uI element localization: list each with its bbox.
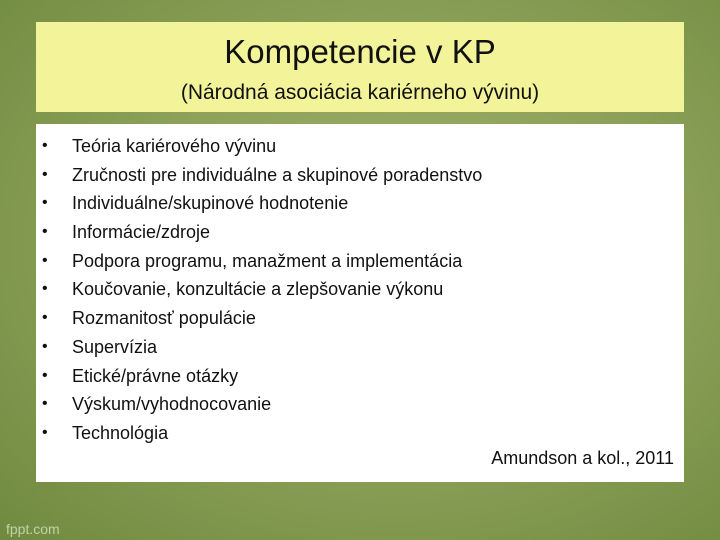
list-item — [36, 189, 676, 218]
bullet-icon: • — [42, 395, 48, 413]
list-item — [36, 333, 676, 362]
list-item — [36, 419, 676, 448]
list-item-text: Etické/právne otázky — [72, 365, 239, 386]
list-item-text: Supervízia — [72, 336, 158, 357]
competency-list — [36, 132, 676, 448]
bullet-icon: • — [42, 223, 48, 241]
slide-title: Kompetencie v KP — [224, 33, 496, 70]
slide-subtitle: (Národná asociácia kariérneho vývinu) — [180, 81, 540, 104]
list-item-text: Individuálne/skupinové hodnotenie — [72, 193, 349, 214]
list-item-text: Zručnosti pre individuálne a skupinové poradenstvo — [72, 164, 483, 185]
bullet-icon: • — [42, 165, 48, 183]
bullet-icon: • — [42, 366, 48, 384]
list-item — [36, 304, 676, 333]
list-item — [36, 390, 676, 419]
list-item — [36, 362, 676, 391]
bullet-icon: • — [42, 194, 48, 212]
bullet-icon: • — [42, 280, 48, 298]
list-item-text: Informácie/zdroje — [72, 222, 211, 243]
bullet-icon: • — [42, 251, 48, 269]
list-item — [36, 132, 676, 161]
content-box — [36, 124, 684, 482]
bullet-icon: • — [42, 337, 48, 355]
citation: Amundson a kol., 2011 — [491, 448, 674, 468]
list-item-text: Výskum/vyhodnocovanie — [72, 394, 272, 415]
list-item — [36, 247, 676, 276]
bullet-icon: • — [42, 137, 48, 154]
list-item-text: Teória kariérového vývinu — [72, 136, 277, 156]
list-item-text: Technológia — [72, 422, 169, 443]
watermark-logo: fppt.com — [6, 521, 60, 537]
list-item-text: Podpora programu, manažment a implementácia — [72, 250, 463, 271]
list-item-text: Rozmanitosť populácie — [72, 308, 256, 329]
list-item — [36, 161, 676, 190]
bullet-icon: • — [42, 423, 48, 441]
list-item — [36, 275, 676, 304]
list-item — [36, 218, 676, 247]
bullet-icon: • — [42, 309, 48, 327]
title-box — [36, 22, 684, 112]
list-item-text: Koučovanie, konzultácie a zlepšovanie výkonu — [72, 279, 444, 300]
